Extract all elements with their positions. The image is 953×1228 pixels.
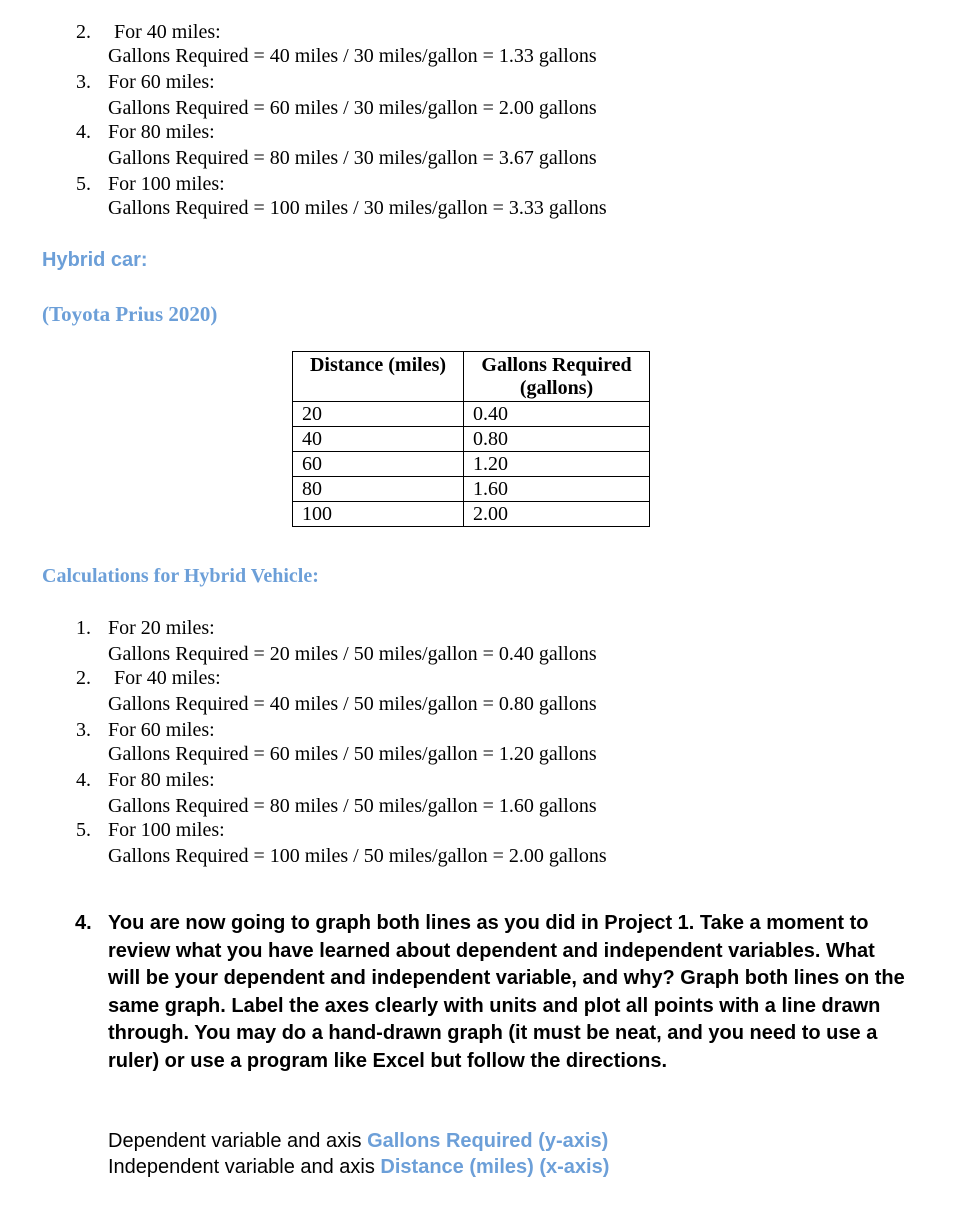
question-text: You are now going to graph both lines as you did in Project 1. Take a moment to review what you have learned about dependent and independent variables. What will be your dependent and independent variable, and why? Graph both lines on the same graph. Label the axes clearly with units and plot all points with a line drawn through. You may do a hand-drawn graph (it must be neat, and you need to use a ruler) or use a program like Excel but follow the directions. [108, 912, 905, 1072]
cell-distance: 80 [293, 477, 464, 502]
list-item-label: For 20 miles: [108, 617, 215, 639]
dependent-label: Dependent variable and axis [108, 1130, 368, 1152]
hybrid-data-table [292, 351, 650, 527]
list-item-calculation: Gallons Required = 60 miles / 30 miles/gallon = 2.00 gallons [108, 97, 597, 119]
column-header-gallons-line1: Gallons Required [481, 354, 632, 376]
question-number: 4. [75, 912, 92, 934]
independent-variable-answer [108, 1156, 609, 1179]
hybrid-heading: Hybrid car: [42, 249, 148, 271]
table-row [293, 402, 650, 427]
list-item-label: For 40 miles: [114, 21, 221, 43]
table-header-row [293, 352, 650, 402]
list-number: 5. [76, 819, 91, 841]
list-item-label: For 100 miles: [108, 819, 225, 841]
list-item-calculation: Gallons Required = 60 miles / 50 miles/gallon = 1.20 gallons [108, 743, 597, 765]
cell-gallons: 0.40 [464, 402, 650, 427]
list-item-calculation: Gallons Required = 80 miles / 50 miles/gallon = 1.60 gallons [108, 795, 597, 817]
list-number: 3. [76, 719, 91, 741]
cell-distance: 100 [293, 502, 464, 527]
dependent-value: Gallons Required (y-axis) [367, 1130, 609, 1152]
list-number: 4. [76, 769, 91, 791]
table-row [293, 452, 650, 477]
hybrid-calculations-heading: Calculations for Hybrid Vehicle: [42, 565, 319, 587]
list-item-label: For 60 miles: [108, 719, 215, 741]
list-number: 2. [76, 667, 91, 689]
cell-distance: 40 [293, 427, 464, 452]
list-number: 2. [76, 21, 91, 43]
cell-gallons: 1.60 [464, 477, 650, 502]
cell-distance: 20 [293, 402, 464, 427]
list-item-calculation: Gallons Required = 80 miles / 30 miles/gallon = 3.67 gallons [108, 147, 597, 169]
list-item-label: For 40 miles: [114, 667, 221, 689]
cell-distance: 60 [293, 452, 464, 477]
list-item-calculation: Gallons Required = 40 miles / 30 miles/gallon = 1.33 gallons [108, 45, 597, 67]
cell-gallons: 2.00 [464, 502, 650, 527]
list-item-calculation: Gallons Required = 20 miles / 50 miles/gallon = 0.40 gallons [108, 643, 597, 665]
list-item-label: For 80 miles: [108, 121, 215, 143]
list-item-calculation: Gallons Required = 100 miles / 50 miles/gallon = 2.00 gallons [108, 845, 607, 867]
question-4 [75, 910, 905, 1075]
list-item-calculation: Gallons Required = 40 miles / 50 miles/gallon = 0.80 gallons [108, 693, 597, 715]
list-number: 4. [76, 121, 91, 143]
independent-label: Independent variable and axis [108, 1156, 381, 1178]
table-row [293, 427, 650, 452]
column-header-distance: Distance (miles) [293, 352, 464, 402]
column-header-gallons-line2: (gallons) [519, 377, 594, 399]
list-item-label: For 60 miles: [108, 71, 215, 93]
table-row [293, 502, 650, 527]
list-item-label: For 100 miles: [108, 173, 225, 195]
column-header-gallons [464, 352, 650, 402]
list-item-label: For 80 miles: [108, 769, 215, 791]
dependent-variable-answer [108, 1130, 608, 1153]
list-item-calculation: Gallons Required = 100 miles / 30 miles/gallon = 3.33 gallons [108, 197, 607, 219]
hybrid-model: (Toyota Prius 2020) [42, 302, 218, 326]
table-row [293, 477, 650, 502]
cell-gallons: 0.80 [464, 427, 650, 452]
cell-gallons: 1.20 [464, 452, 650, 477]
independent-value: Distance (miles) (x-axis) [380, 1156, 610, 1178]
list-number: 1. [76, 617, 91, 639]
list-number: 3. [76, 71, 91, 93]
list-number: 5. [76, 173, 91, 195]
